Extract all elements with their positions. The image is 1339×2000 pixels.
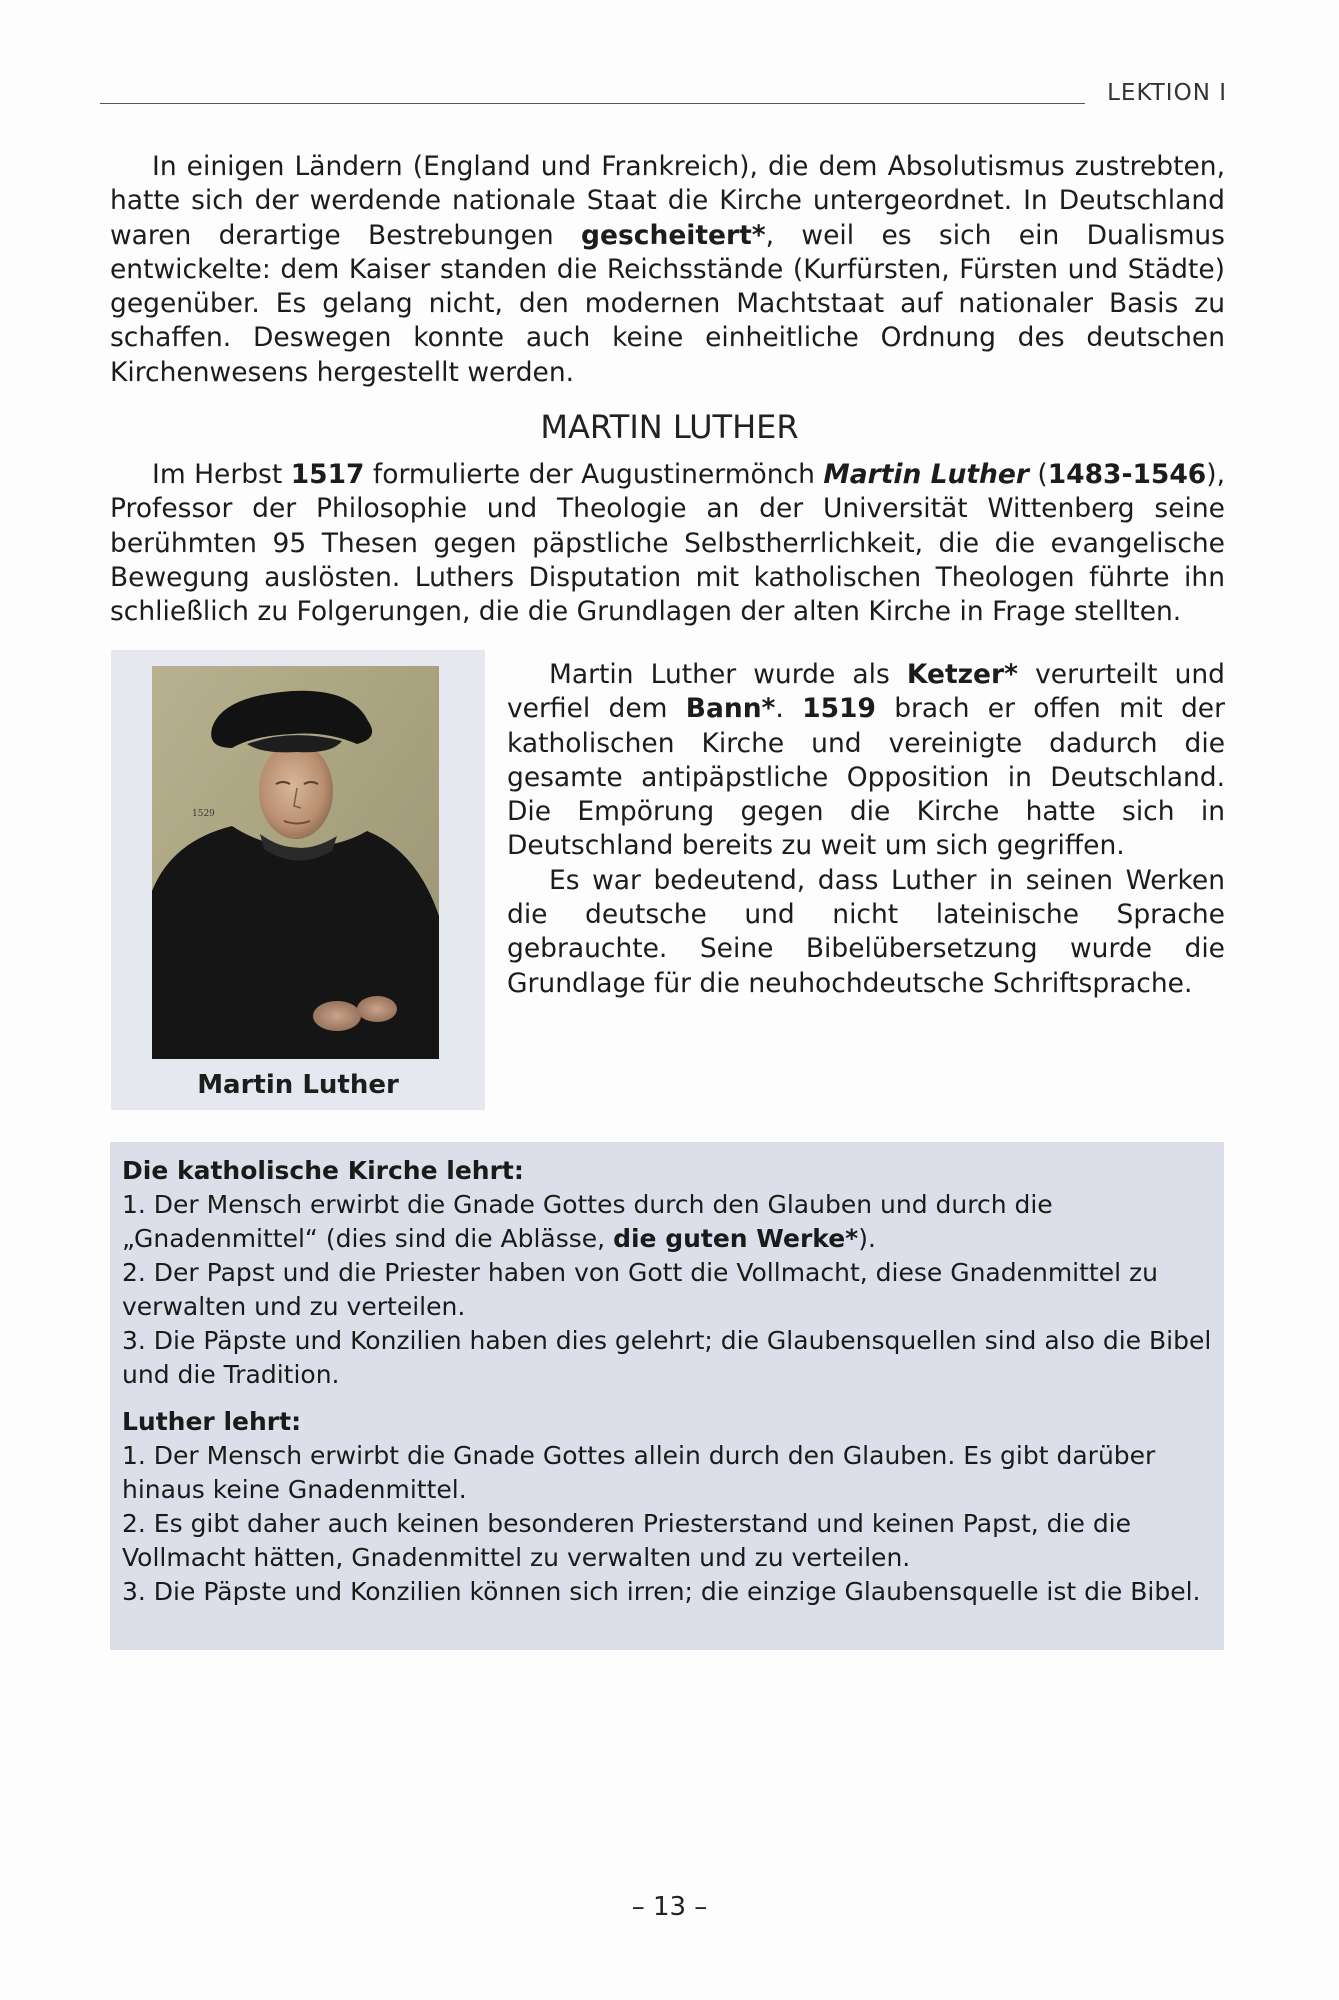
- list-item: 1. Der Mensch erwirbt die Gnade Gottes allein durch den Glauben. Es gibt darüber hinaus keine Gnadenmittel.: [122, 1441, 1156, 1504]
- luther-portrait-image: [152, 666, 439, 1059]
- page-title: MARTIN LUTHER: [540, 408, 799, 446]
- header-rule: [100, 103, 1085, 104]
- luther-biography-column: Martin Luther wurde als Ketzer* verurteilt und verfiel dem Bann*. 1519 brach er offen mit der katholischen Kirche und vereinigte dadurch die gesamte antipäpstliche Opposition in Deutschland. Die Empörung gegen die Kirche hatte sich in Deutschland bereits zu weit um sich gegriffen. Es war bedeutend, dass Luther in seinen Werken die deutsche und nicht lateinische Sprache gebrauchte. Seine Bibelübersetzung wurde die Grundlage für die neuhochdeutsche Schriftsprache.: [507, 658, 1225, 1001]
- catholic-heading: Die katholische Kirche lehrt:: [122, 1156, 524, 1185]
- page-number: – 13 –: [631, 1892, 708, 1922]
- list-item: 2. Der Papst und die Priester haben von Gott die Vollmacht, diese Gnadenmittel zu verwalten und zu verteilen.: [122, 1258, 1158, 1321]
- language-paragraph: Es war bedeutend, dass Luther in seinen Werken die deutsche und nicht lateinische Sprache gebrauchte. Seine Bibelübersetzung wurde die Grundlage für die neuhochdeutsche Schriftsprache.: [507, 864, 1225, 999]
- luther-heading: Luther lehrt:: [122, 1407, 302, 1436]
- portrait-inscription: 1529: [192, 809, 215, 819]
- list-item: 1. Der Mensch erwirbt die Gnade Gottes durch den Glauben und durch die „Gnadenmittel“ (dies sind die Ablässe, die guten Werke*).: [122, 1190, 1053, 1253]
- luther-paragraph: Im Herbst 1517 formulierte der Augustinermönch Martin Luther (1483-1546), Professor der Philosophie und Theologie an der Universität Wittenberg seine berühmten 95 Thesen gegen päpstliche Selbstherrlichkeit, die die evangelische Bewegung auslösten. Luthers Disputation mit katholischen Theologen führte ihn schließlich zu Folgerungen, die die Grundlagen der alten Kirche in Frage stellten.: [110, 459, 1226, 628]
- luther-name: Martin Luther: [823, 459, 1029, 490]
- section-header: LEKTION I: [1107, 80, 1227, 106]
- list-item: 3. Die Päpste und Konzilien haben dies gelehrt; die Glaubensquellen sind also die Bibel und die Tradition.: [122, 1326, 1212, 1389]
- list-item: 3. Die Päpste und Konzilien können sich irren; die einzige Glaubensquelle ist die Bibel.: [122, 1577, 1201, 1606]
- portrait-caption: Martin Luther: [197, 1070, 399, 1100]
- portrait-panel: [111, 650, 485, 1110]
- list-item: 2. Es gibt daher auch keinen besonderen Priesterstand und keinen Papst, die die Vollmacht hätten, Gnadenmittel zu verwalten und zu verteilen.: [122, 1509, 1132, 1572]
- intro-paragraph: In einigen Ländern (England und Frankreich), die dem Absolutismus zustrebten, hatte sich der werdende nationale Staat die Kirche untergeordnet. In Deutschland waren derartige Bestrebungen gescheitert*, weil es sich ein Dualismus entwickelte: dem Kaiser standen die Reichsstände (Kurfürsten, Fürsten und Städte) gegenüber. Es gelang nicht, den modernen Machtstaat auf nationaler Basis zu schaffen. Deswegen konnte auch keine einheitliche Ordnung des deutschen Kirchenwesens hergestellt werden.: [110, 151, 1225, 388]
- doctrine-comparison-box: [110, 1142, 1224, 1650]
- glossary-term: gescheitert*: [581, 219, 766, 251]
